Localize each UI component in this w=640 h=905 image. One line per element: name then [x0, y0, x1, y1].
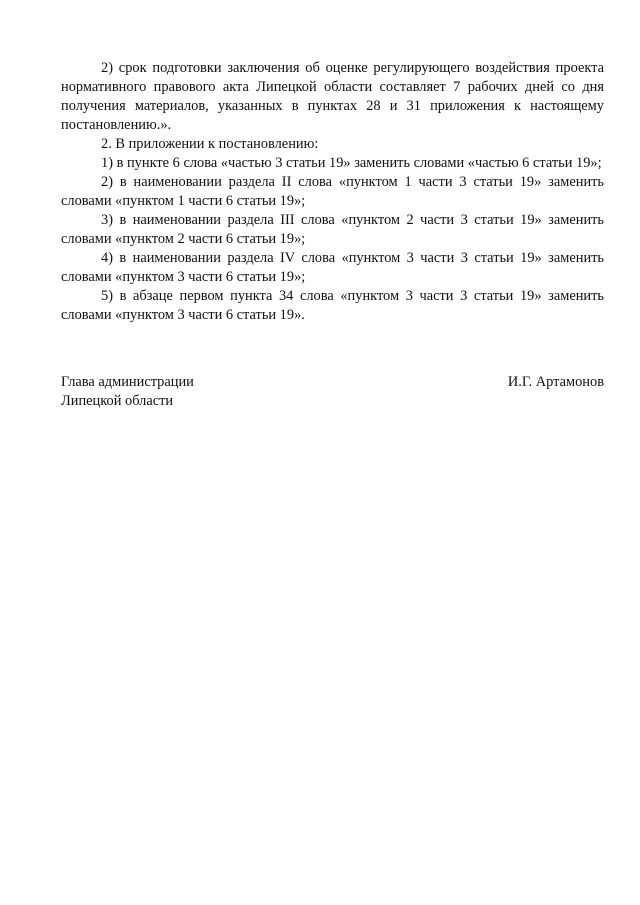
paragraph-review-deadline: 2) срок подготовки заключения об оценке регулирующего воздействия проекта нормативного правового акта Липецкой области составляет 7 рабочих дней со дня получения материалов, указанных в пунктах 28 и 31 приложения к настоящему постановлению.».	[61, 60, 604, 133]
document-body	[61, 59, 604, 325]
signatory-position	[61, 373, 194, 411]
paragraph-item-4: 4) в наименовании раздела IV слова «пунктом 3 части 3 статьи 19» заменить словами «пунктом 3 части 6 статьи 19»;	[61, 250, 604, 285]
paragraph-item-1: 1) в пункте 6 слова «частью 3 статьи 19» заменить словами «частью 6 статьи 19»;	[101, 155, 602, 171]
signature-row	[61, 373, 604, 411]
signatory-name: И.Г. Артамонов	[507, 374, 604, 390]
paragraph-item-5: 5) в абзаце первом пункта 34 слова «пунктом 3 части 3 статьи 19» заменить словами «пунктом 3 части 6 статьи 19».	[61, 288, 604, 323]
signature-block	[61, 373, 604, 411]
paragraph-item-2: 2) в наименовании раздела II слова «пунктом 1 части 3 статьи 19» заменить словами «пунктом 1 части 6 статьи 19»;	[61, 174, 604, 209]
signatory-position-line-1: Глава администрации	[61, 374, 194, 390]
paragraph-item-3: 3) в наименовании раздела III слова «пунктом 2 части 3 статьи 19» заменить словами «пунктом 2 части 6 статьи 19»;	[61, 212, 604, 247]
paragraph-appendix-intro: 2. В приложении к постановлению:	[101, 136, 319, 152]
signatory-position-line-2: Липецкой области	[61, 393, 174, 409]
